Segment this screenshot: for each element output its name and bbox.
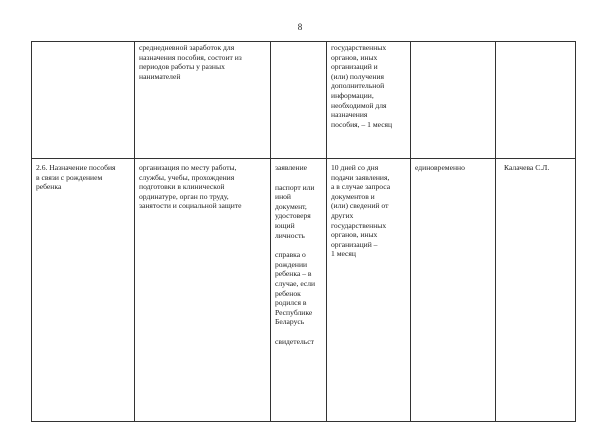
table-row: [32, 42, 576, 159]
procedure-name-cell: [32, 159, 135, 422]
term-text: государственных органов, иных организаций и (или) получения дополнительной информации, необходимой для назначения пособия, – 1 месяц: [331, 43, 393, 129]
table-row: [32, 159, 576, 422]
term-cell: [327, 159, 411, 422]
procedure-name: 2.6. Назначение пособия в связи с рождением ребенка: [36, 163, 116, 192]
authority-text: организация по месту работы, службы, учебы, прохождения подготовки в клинической ординатуре, орган по труду, занятости и социальной защите: [139, 163, 242, 211]
procedure-name-cell: [32, 42, 135, 159]
authority-cell: [135, 42, 271, 159]
document-item-certificate: свидетельст: [275, 336, 314, 346]
procedures-table: [31, 41, 576, 422]
validity-cell: [411, 159, 496, 422]
validity-cell: [411, 42, 496, 159]
document-item-application: заявление: [275, 163, 308, 172]
page-number: 8: [297, 22, 303, 32]
document-item-birth-certificate: справка о рождении ребенка – в случае, если ребенок родился в Республике Беларусь: [275, 250, 316, 327]
validity-text: единовременно: [415, 163, 465, 172]
responsible-cell: [496, 159, 576, 422]
responsible-cell: [496, 42, 576, 159]
authority-text: среднедневной заработок для назначения пособия, состоит из периодов работы у разных нанимателей: [139, 43, 242, 81]
document-item-passport: паспорт или иной документ, удостоверя ющий личность: [275, 182, 315, 240]
responsible-text: Калачева С.Л.: [504, 163, 550, 172]
documents-cell: [271, 159, 327, 422]
documents-cell: [271, 42, 327, 159]
authority-cell: [135, 159, 271, 422]
term-text: 10 дней со дня подачи заявления, а в случае запроса документов и (или) сведений от других государственных органов, иных организаций – 1 месяц: [331, 163, 391, 259]
term-cell: [327, 42, 411, 159]
